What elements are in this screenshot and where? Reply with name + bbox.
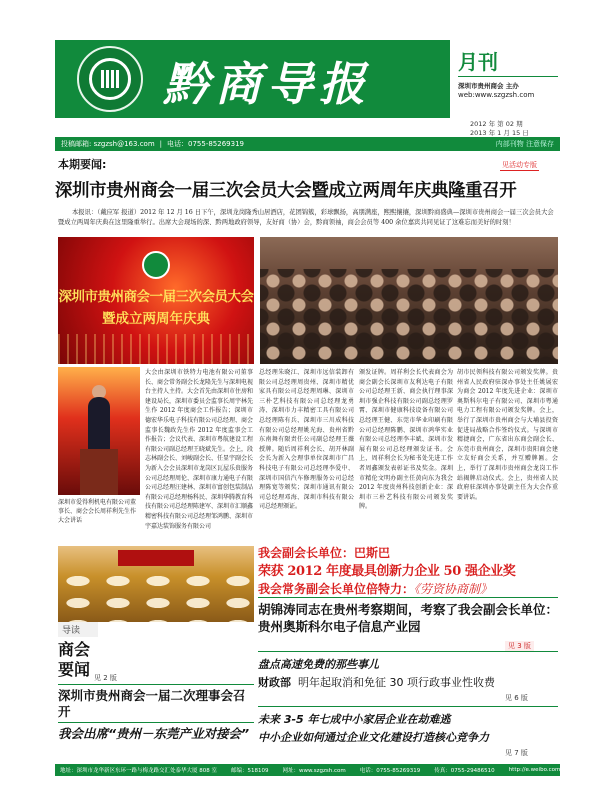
- article-column-2: 总经理朱晓江、深圳市远信装卸有限公司总经理周贵州、深圳市精优家具有限公司总经理周琳、深圳市三朴艺科技有限公司总经理龙勇涛、深圳市力丰精密工具有限公司总经理陈有兵、深圳市三川成科技有限公司总经理姚光海、贵州省黔东南舞有限责任公司副总经理王薇授牌。随后周祥利会长、胡开林副会长为新入会理事单位深圳市广昌科技电子有限公司总经理李爱中、深圳市国信汽车修理服务公司总经理陈宽等颁奖；深圳市通讯有限公司总经理邓海、深圳市科技有限公司总经理颁证。: [259, 369, 354, 511]
- audience-photo: [260, 237, 558, 364]
- speaker-caption: 深圳市爱得利机电有限公司董事长、商会会长周祥利先生作大会讲话: [58, 499, 137, 524]
- see-page-6[interactable]: 见 6 版: [505, 694, 528, 702]
- article-column-4: 胡市民领科技有限公司颁发奖牌。贵州省人民政府驻深办事处主任姚展宏为商会 2012 年度先进企业：深圳市奥斯科尔电子有限公司、深圳市粤通电力工程有限公司颁发奖牌。会上，举行了深圳市贵州商会与大埔县投资促进局战略合作签约仪式。与深圳市精捷商会，广东省出东商会副会长、东莞市贵州商会，深圳市贵阳商会建立友好商会关系，并互赠牌匾。会上，举行了深圳市贵州商会龙岗工作站揭牌启动仪式。会上，贵州省人民政府驻深圳办事处副主任为大会作重要讲话。: [457, 369, 558, 501]
- lead-paragraph: 本报讯：（戴应军 报道）2012 年 12 月 16 日下午，深圳龙岗隆秀山居酒店，花团锦簇，彩球飘扬，高朋满座，熙熙攘攘，深圳黔商盛典—深圳市贵州商会一届三次会员大会暨成立两周年庆典在这里隆重举行。出席大会现场的深、黔两地政府领导，友好商（协）会，黔商领袖，商会会员等 400 余位嘉宾共同见证了这难忘而美好的时刻！: [58, 209, 554, 226]
- see-page-3[interactable]: 见 3 版: [505, 641, 534, 651]
- toc-item-dongguan[interactable]: 我会出席“贵州－东莞产业对接会”: [58, 726, 250, 741]
- ministry-headline: 明年起取消和免征 30 项行政事业性收费: [298, 676, 495, 689]
- highlight-betterly[interactable]: [258, 580, 492, 597]
- highlight-bassba[interactable]: 我会副会长单位：巴斯巴: [258, 546, 391, 560]
- speaker-photo: [58, 367, 140, 495]
- issue-number: 2012 年 第 02 期: [470, 120, 523, 128]
- footer-fax: 传真：0755-29486510: [434, 768, 495, 774]
- toc-item-council[interactable]: 深圳市贵州商会一届二次理事会召开: [58, 688, 246, 719]
- website-label[interactable]: web:www.szgzsh.com: [458, 91, 535, 99]
- highlight-betterly-title: 《劳资协商制》: [414, 582, 493, 596]
- see-page-7[interactable]: 见 7 版: [505, 749, 528, 757]
- highlight-betterly-label: 我会常务副会长单位倍特力：: [258, 582, 415, 596]
- internal-notice: 内部刊物 注意保存: [495, 140, 554, 148]
- footer-web[interactable]: 网址：www.szgzsh.com: [282, 768, 346, 774]
- issue-info: [470, 120, 529, 138]
- masthead: [55, 40, 560, 118]
- toc-see-page-2[interactable]: 见 2 版: [94, 674, 117, 682]
- main-headline: 深圳市贵州商会一届三次会员大会暨成立两周年庆典隆重召开: [55, 181, 517, 201]
- headline-ministry[interactable]: [258, 674, 495, 690]
- event-banner-photo: [58, 237, 254, 364]
- footer-phone: 电话：0755-85269319: [359, 768, 421, 774]
- banquet-photo: [58, 546, 254, 622]
- toc-section-title: 商会要闻: [58, 640, 91, 679]
- footer-post: 邮编：518109: [231, 768, 269, 774]
- toc-label: 导读: [58, 622, 98, 637]
- headline-hu-jintao[interactable]: 胡锦涛同志在贵州考察期间，考察了我会副会长单位：贵州奥斯科尔电子信息产业园: [258, 602, 559, 634]
- banner-line-2: 暨成立两周年庆典: [102, 311, 210, 327]
- info-bar: 投稿邮箱: szgzsh@163.com | 电话：0755-85269319 内部刊物 注意保存: [55, 137, 560, 151]
- article-column-3: 颁发证牌。周祥利会长代表商会为商会副会长深圳市友利达电子有限公司总经理王新、商会执行理事深圳市强企科技有限公司副总经理罗霄、深圳市健康科技设备有限公司总经理王健、东莞市华业印刷有限公司总经理陈鹏、深圳市鸿华实业有限公司总经理李丰斌、深圳市发展有限公司总经理颁发证书。会上，周祥利会长为秘书处先进工作者周鑫颁发表彰证书及奖金。深圳市精伦文明办副主任黄向东为我会 2012 年度贵州科技创新企业：深圳市三朴艺科技有限公司颁发奖牌。: [359, 369, 453, 511]
- headline-highway[interactable]: 盘点高速免费的那些事儿: [258, 658, 379, 671]
- contact-phone: 电话：0755-85269319: [167, 140, 244, 148]
- footer-bar: [55, 764, 586, 776]
- banner-line-1: 深圳市贵州商会一届三次会员大会: [58, 289, 254, 305]
- masthead-info: [450, 40, 560, 118]
- special-page-tag[interactable]: 见活动专版: [502, 161, 537, 169]
- article-column-1: 大会由深圳市铁特力电池有限公司董事长、商会常务副会长龙隆先生与深圳电视台主持人主持。大会首先由深圳市住房和建设局长，深圳市委员会监事长周宇林先生作 2012 年度商会工作报告；深圳市德宏华乐电子科技有限公司总经理、商会监事长魏政先生作 2012 年度监事会工作报告；会议代表、深圳市粤航建设工程有限公司副总经理王晓斌先生。会上，段志林副会长、刘峻副会长、任显宇副会长为新入会会员深圳市龙岗区瓦屋乐贵服务公司总经理周伦、深圳市康力通电子有限公司总经理汪建林、深圳市富创包装制品有限公司总经理杨科民、深圳华腾教育科技有限公司总经理陈建军、深圳市汇顺鑫精密科技有限公司总经理邹鸿鹏、深圳市宇嘉达装饰服务有限公司: [145, 369, 254, 530]
- monthly-label: 月刊: [458, 50, 498, 74]
- footer-address: 地址：深圳市龙华新区东环一路与梅龙路交汇处泰华大厦 808 室: [60, 768, 217, 774]
- highlight-award[interactable]: 荣获 2012 年度最具创新力企业 50 强企业奖: [258, 564, 516, 579]
- newspaper-title: 黔商导报: [163, 57, 371, 111]
- section-title: 本期要闻:: [58, 158, 107, 171]
- chamber-logo-icon: [142, 251, 170, 279]
- footer-weibo[interactable]: http://e.weibo.com/gzsh808: [508, 767, 586, 773]
- issue-date: 2013 年 1 月 15 日: [470, 129, 529, 137]
- masthead-banner: [55, 40, 450, 118]
- sponsor-label: 深圳市贵州商会 主办: [458, 82, 519, 90]
- ministry-label: 财政部: [258, 676, 291, 689]
- headline-culture[interactable]: 中小企业如何通过企业文化建设打造核心竞争力: [258, 731, 489, 744]
- chamber-logo-icon: [77, 46, 143, 112]
- headline-furniture[interactable]: 未来 3-5 年七成中小家居企业在劫难逃: [258, 713, 451, 726]
- contact-email[interactable]: 投稿邮箱: szgzsh@163.com: [61, 140, 155, 148]
